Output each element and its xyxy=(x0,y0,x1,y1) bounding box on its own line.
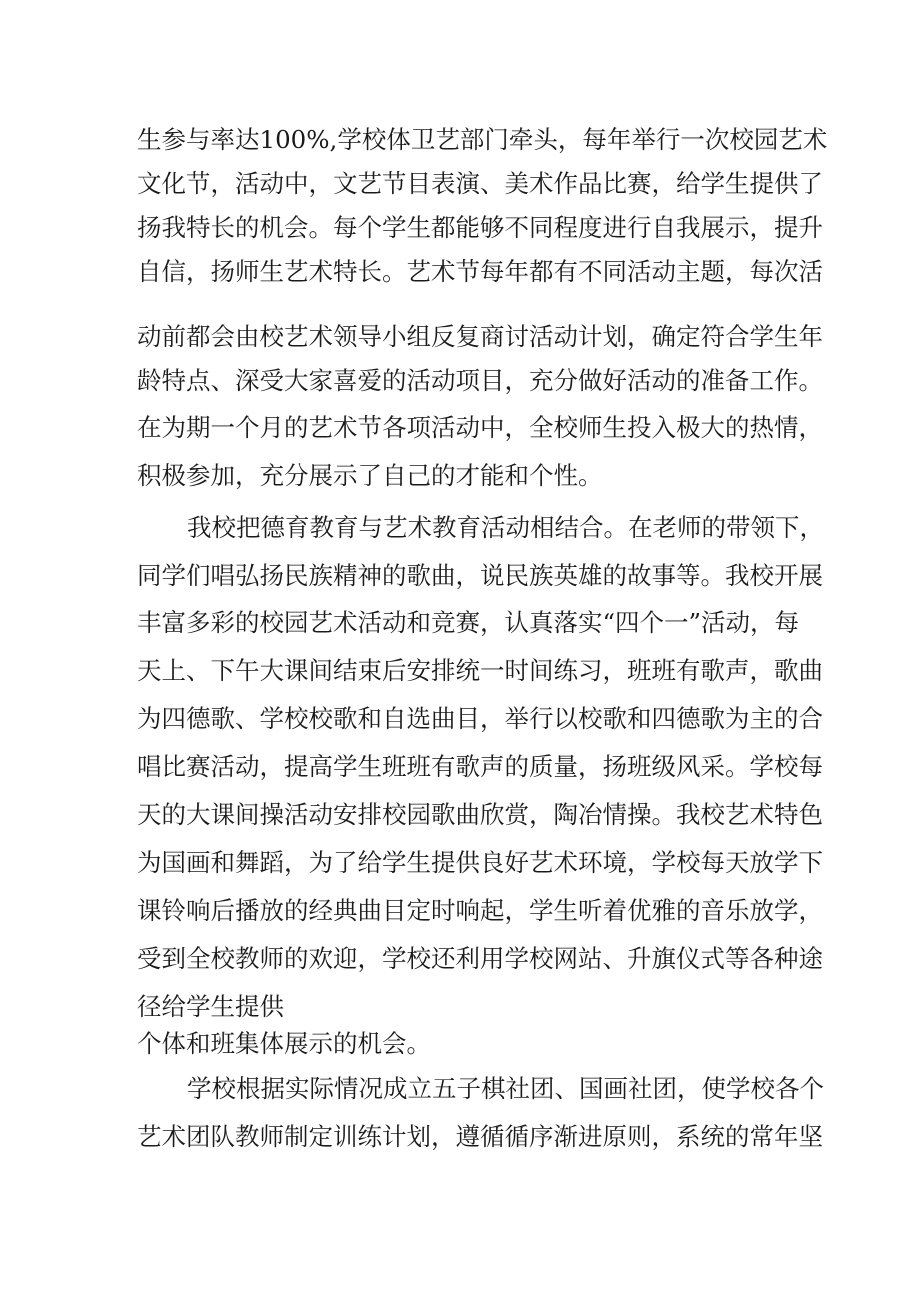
text-line-11: 丰富多彩的校园艺术活动和竞赛，认真落实“四个一”活动，每 xyxy=(137,608,800,637)
text-line-16: 为国画和舞蹈，为了给学生提供良好艺术环境，学校每天放学下 xyxy=(137,848,823,877)
text-line-8: 积极参加，充分展示了自己的才能和个性。 xyxy=(137,461,603,490)
text-line-20: 个体和班集体展示的机会。 xyxy=(137,1029,431,1058)
text-line-7: 在为期一个月的艺术节各项活动中，全校师生投入极大的热情， xyxy=(137,413,823,442)
text-line-13: 为四德歌、学校校歌和自选曲目，举行以校歌和四德歌为主的合 xyxy=(137,704,823,733)
text-line-5: 动前都会由校艺术领导小组反复商讨活动计划，确定符合学生年 xyxy=(137,322,823,351)
text-line-17: 课铃响后播放的经典曲目定时响起，学生听着优雅的音乐放学， xyxy=(137,896,823,925)
text-line-19: 径给学生提供 xyxy=(137,992,284,1021)
text-line-14: 唱比赛活动，提高学生班班有歌声的质量，扬班级风采。学校每 xyxy=(137,752,823,781)
text-line-2: 文化节，活动中，文艺节目表演、美术作品比赛，给学生提供了 xyxy=(137,169,823,198)
text-line-9: 我校把德育教育与艺术教育活动相结合。在老师的带领下， xyxy=(187,513,824,542)
text-line-18: 受到全校教师的欢迎，学校还利用学校网站、升旗仪式等各种途 xyxy=(137,944,823,973)
text-line-22: 艺术团队教师制定训练计划，遵循循序渐进原则，系统的常年坚 xyxy=(137,1122,823,1151)
text-line-15: 天的大课间操活动安排校园歌曲欣赏，陶冶情操。我校艺术特色 xyxy=(137,800,823,829)
text-line-1: 生参与率达100%,学校体卫艺部门牵头，每年举行一次校园艺术 xyxy=(137,125,828,154)
text-line-12: 天上、下午大课间结束后安排统一时间练习，班班有歌声，歌曲 xyxy=(137,656,823,685)
text-line-21: 学校根据实际情况成立五子棋社团、国画社团，使学校各个 xyxy=(187,1074,824,1103)
text-line-10: 同学们唱弘扬民族精神的歌曲，说民族英雄的故事等。我校开展 xyxy=(137,561,823,590)
text-line-6: 龄特点、深受大家喜爱的活动项目，充分做好活动的准备工作。 xyxy=(137,366,823,395)
text-line-4: 自信，扬师生艺术特长。艺术节每年都有不同活动主题，每次活 xyxy=(137,257,823,286)
text-line-3: 扬我特长的机会。每个学生都能够不同程度进行自我展示，提升 xyxy=(137,213,823,242)
